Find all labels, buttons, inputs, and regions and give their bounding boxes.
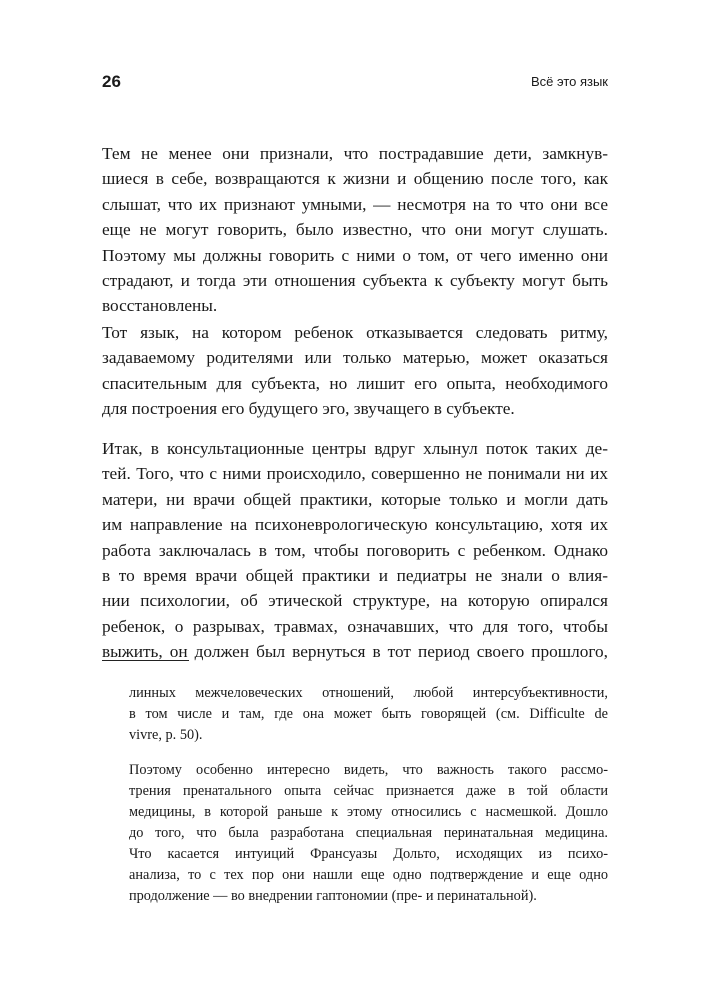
text-line: еще не могут говорить, было известно, что они могут слушать. [102,220,608,240]
text-line: Поэтому мы должны говорить с ними о том, от чего именно они [102,245,608,265]
text-line: Итак, в консультационные центры вдруг хлынул поток таких де- [102,439,608,458]
footnote-line: vivre, p. 50). [129,727,203,743]
page-number: 26 [102,72,121,91]
text-line: в то время врачи общей практики и педиатры не знали о влия- [102,566,608,586]
footnote-1 [129,683,608,746]
footnote-line: Поэтому особенно интересно видеть, что важность такого рассмо- [129,762,608,778]
running-title: Всё это язык [530,74,608,89]
text-line: слышат, что их признают умными, — несмотря на то что они все [102,194,608,214]
footnote-line: Что касается интуиций Франсуазы Дольто, исходящих из психо- [129,846,608,862]
paragraph-2 [102,320,608,422]
footnote-line: анализа, то с тех пор они нашли еще одно подтверждение и еще одно [129,867,608,883]
text-line: матери, ни врачи общей практики, которые только и могли дать [102,489,608,509]
footnote-line: линных межчеловеческих отношений, любой интерсубъективности, [129,685,608,701]
text-line: для построения его будущего эго, звучащего в субъекте. [102,399,515,419]
text-line: им направление на психоневрологическую консультацию, хотя их [102,515,608,535]
footnote-line: продолжение — во внедрении гаптономии (пре- и перинатальной). [129,888,537,904]
text-line: выжить, он должен был вернуться в тот период своего прошлого, [102,642,608,662]
paragraph-1 [102,141,608,319]
text-line: нии психологии, об этической структуре, на которую опирался [102,591,608,611]
paragraph-3 [102,436,608,665]
text-line: Тем не менее они признали, что пострадавшие дети, замкнув- [102,144,608,163]
footnote-line: трения пренатального опыта сейчас признается даже в той области [129,783,608,799]
footnote-line: медицины, в которой раньше к этому относились с насмешкой. Дошло [129,804,608,820]
text-line: Тот язык, на котором ребенок отказывается следовать ритму, [102,323,608,342]
footnote-line: в том числе и там, где она может быть говорящей (см. Difficulte de [129,706,608,722]
text-line: шиеся в себе, возвращаются к жизни и общению после того, как [102,169,608,189]
footnote-separator [102,660,189,661]
text-line: работа заключалась в том, чтобы поговорить с ребенком. Однако [102,540,608,560]
text-line: ребенок, о разрывах, травмах, означавших, что для того, чтобы [102,616,608,636]
footnote-line: до того, что была разработана специальная перинатальная медицина. [129,825,608,841]
text-line: восстановлены. [102,296,218,316]
text-line: страдают, и тогда эти отношения субъекта к субъекту могут быть [102,271,608,291]
text-line: задаваемому родителями или только матерью, может оказаться [102,348,608,368]
footnote-2 [129,760,608,907]
text-line: тей. Того, что с ними происходило, совершенно не понимали ни их [102,464,608,484]
text-line: спасительным для субъекта, но лишит его опыта, необходимого [102,373,608,393]
